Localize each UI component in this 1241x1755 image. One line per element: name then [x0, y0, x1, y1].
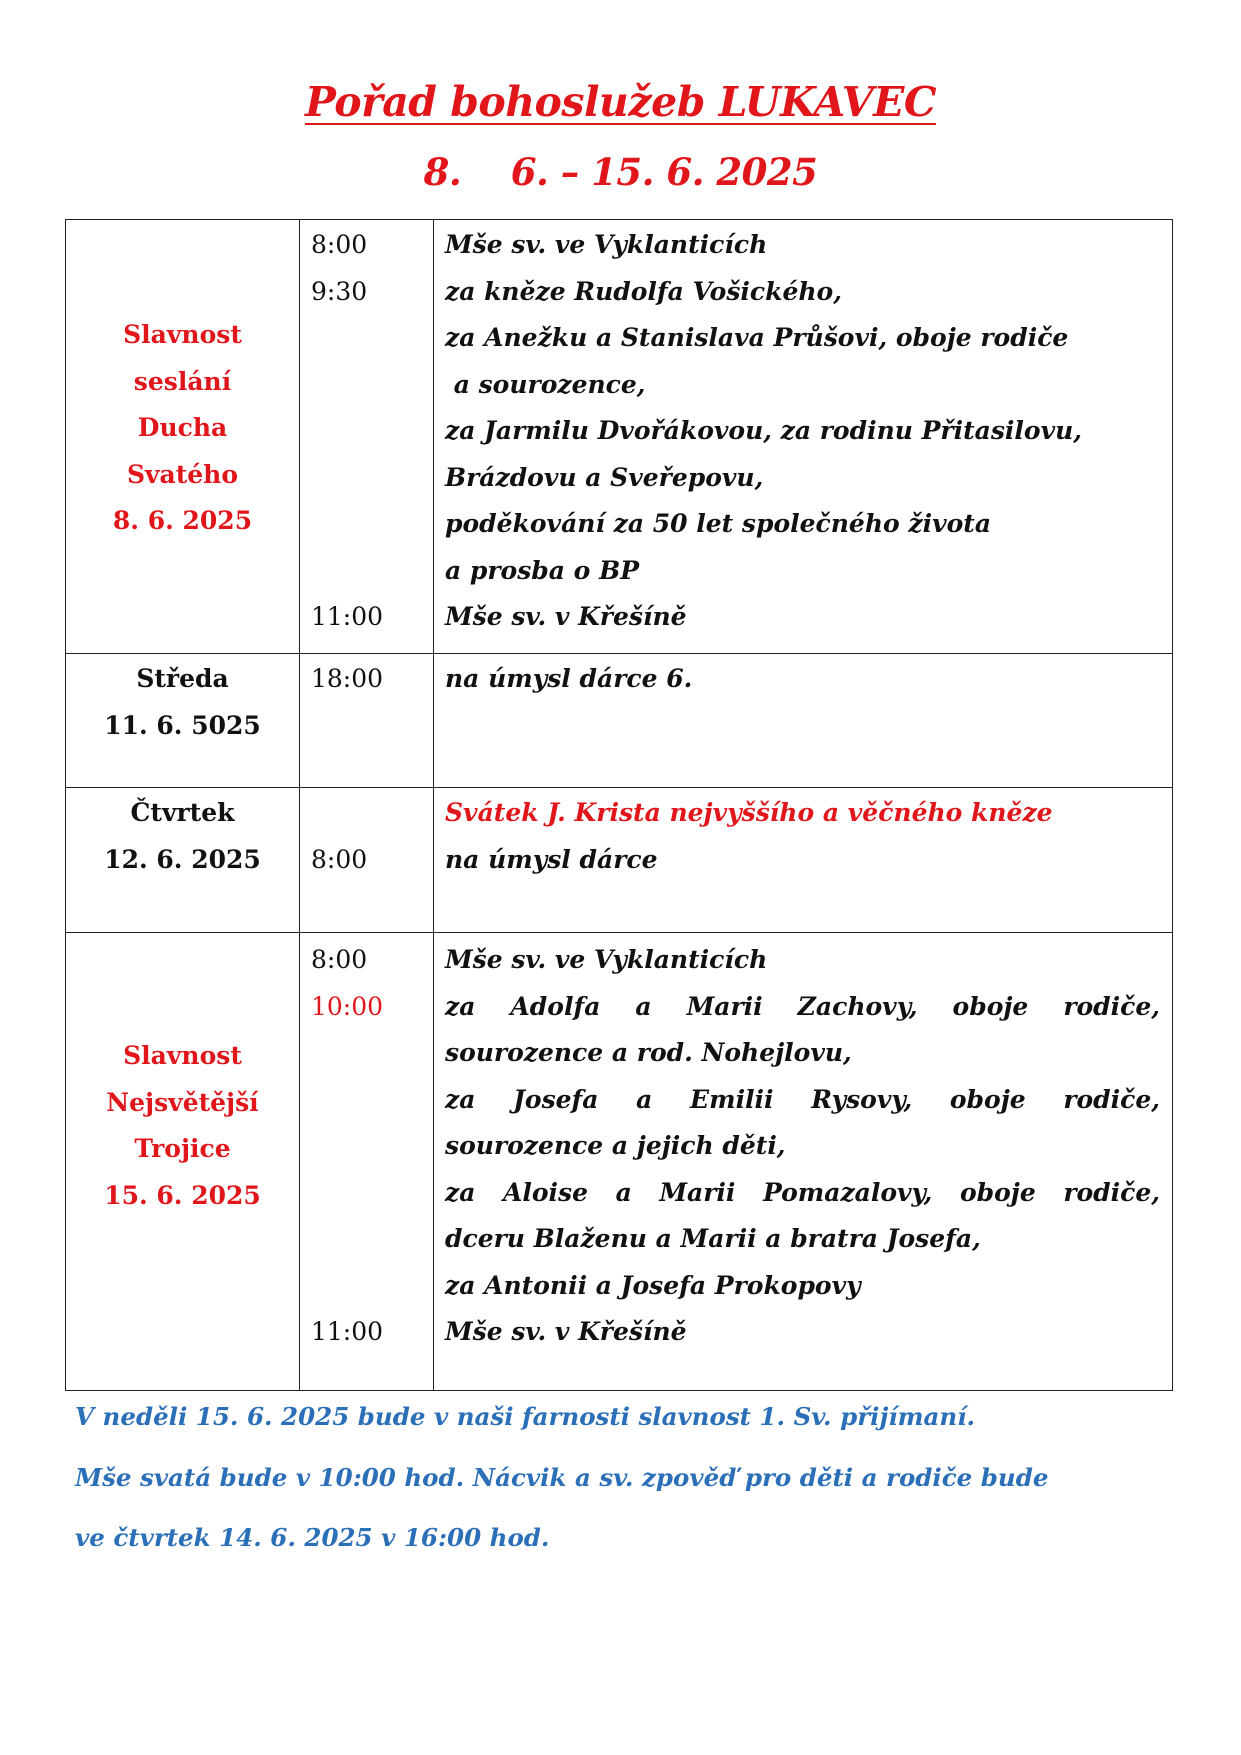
day-label: Ducha	[137, 413, 228, 442]
intention-line: za Adolfa a Marii Zachovy, oboje rodiče,	[445, 991, 1160, 1021]
time-cell	[300, 788, 434, 933]
intention-line: Mše sv. v Křešíně	[445, 1317, 687, 1346]
table-row	[66, 220, 1173, 654]
intention-line: za Antonii a Josefa Prokopovy	[445, 1270, 861, 1300]
day-date: 15. 6. 2025	[104, 1180, 261, 1210]
intention-line: na úmysl dárce 6.	[445, 664, 693, 693]
intention-line: za Jarmilu Dvořákovou, za rodinu Přitasilovu,	[445, 416, 1082, 445]
feast-title: Svátek J. Krista nejvyššího a věčného kněze	[445, 798, 1053, 827]
time-value: 8:00	[311, 844, 368, 874]
announcement-line: ve čtvrtek 14. 6. 2025 v 16:00 hod.	[75, 1523, 550, 1552]
page-title: Pořad bohoslužeb LUKAVEC	[305, 78, 936, 126]
intention-line: za kněze Rudolfa Vošického,	[445, 276, 842, 306]
day-label: Nejsvětější	[106, 1087, 259, 1117]
day-cell	[66, 654, 300, 788]
intention-line: dceru Blaženu a Marii a bratra Josefa,	[445, 1224, 981, 1253]
date-range: 8. 6. – 15. 6. 2025	[423, 150, 818, 194]
time-value: 18:00	[311, 664, 384, 693]
table-row	[66, 788, 1173, 933]
intention-line: Mše sv. ve Vyklanticích	[445, 945, 768, 974]
time-value: 10:00	[311, 991, 384, 1021]
day-cell	[66, 220, 300, 654]
day-label: Čtvrtek	[130, 798, 235, 827]
time-value: 8:00	[311, 945, 368, 974]
day-cell	[66, 933, 300, 1391]
intention-line: Mše sv. v Křešíně	[445, 602, 687, 631]
announcement-line: V neděli 15. 6. 2025 bude v naši farnosti slavnost 1. Sv. přijímaní.	[75, 1402, 976, 1431]
schedule-table	[65, 219, 1173, 1391]
intention-line: Mše sv. ve Vyklanticích	[445, 230, 768, 259]
intention-line: na úmysl dárce	[445, 844, 658, 874]
table-row	[66, 654, 1173, 788]
day-label: Trojice	[134, 1134, 231, 1163]
intention-cell	[434, 220, 1173, 654]
intention-line: za Anežku a Stanislava Průšovi, oboje rodiče	[445, 323, 1069, 352]
intention-cell	[434, 788, 1173, 933]
day-date: 12. 6. 2025	[104, 844, 261, 874]
intention-line: sourozence a jejich děti,	[445, 1131, 786, 1160]
table-row	[66, 933, 1173, 1391]
day-label: seslání	[133, 366, 232, 396]
time-value: 8:00	[311, 230, 368, 259]
announcement-line: Mše svatá bude v 10:00 hod. Nácvik a sv. zpověď pro děti a rodiče bude	[75, 1462, 1049, 1492]
day-label: Slavnost	[123, 1041, 242, 1070]
intention-cell	[434, 654, 1173, 788]
intention-line: Brázdovu a Sveřepovu,	[445, 462, 764, 492]
time-cell	[300, 654, 434, 788]
intention-line: poděkování za 50 let společného života	[445, 509, 992, 538]
intention-line: sourozence a rod. Nohejlovu,	[445, 1038, 852, 1067]
day-label: Slavnost	[123, 320, 242, 349]
day-date: 8. 6. 2025	[112, 506, 253, 535]
announcement	[75, 1387, 1185, 1569]
day-label: Svatého	[126, 459, 239, 489]
day-cell	[66, 788, 300, 933]
time-value: 11:00	[311, 602, 384, 631]
day-date: 11. 6. 5025	[104, 710, 261, 740]
intention-cell	[434, 933, 1173, 1391]
intention-line: za Aloise a Marii Pomazalovy, oboje rodiče,	[445, 1177, 1160, 1207]
time-value: 11:00	[311, 1317, 384, 1346]
day-label: Středa	[136, 664, 229, 693]
time-cell	[300, 933, 434, 1391]
intention-line: a prosba o BP	[445, 555, 639, 585]
time-cell	[300, 220, 434, 654]
intention-line: a sourozence,	[445, 369, 646, 399]
intention-line: za Josefa a Emilii Rysovy, oboje rodiče,	[445, 1084, 1160, 1114]
time-value: 9:30	[311, 276, 368, 306]
